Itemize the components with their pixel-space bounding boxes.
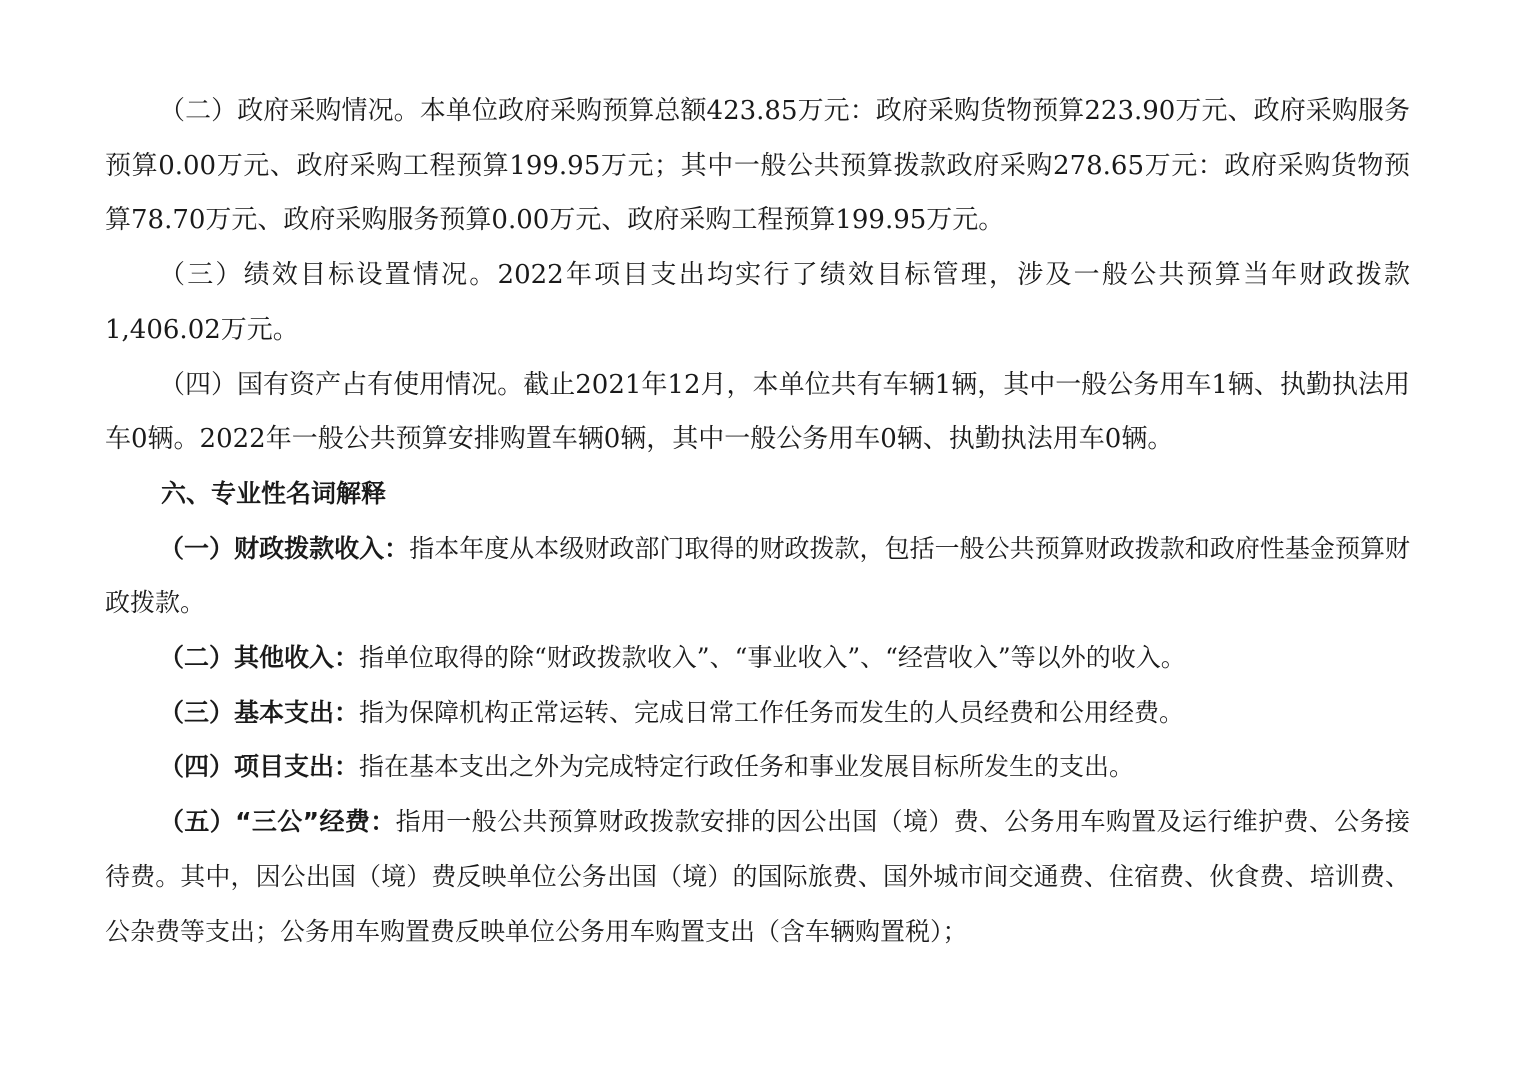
document-body bbox=[105, 84, 1410, 959]
definition-three-public-expenses bbox=[105, 795, 1410, 959]
section-heading-terminology: 六、专业性名词解释 bbox=[161, 478, 387, 508]
paragraph-state-assets: （四）国有资产占有使用情况。截止2021年12月，本单位共有车辆1辆，其中一般公务用车1辆、执勤执法用车0辆。2022年一般公共预算安排购置车辆0辆，其中一般公务用车0辆、执勤执法用车0辆。 bbox=[105, 369, 1410, 455]
definition-text: 指为保障机构正常运转、完成日常工作任务而发生的人员经费和公用经费。 bbox=[359, 697, 1185, 727]
definition-text: 指单位取得的除“财政拨款收入”、“事业收入”、“经营收入”等以外的收入。 bbox=[359, 643, 1186, 673]
definition-text: 指在基本支出之外为完成特定行政任务和事业发展目标所发生的支出。 bbox=[359, 752, 1135, 782]
definition-fiscal-appropriation-income bbox=[105, 522, 1410, 631]
definition-term: （四）项目支出： bbox=[159, 752, 360, 782]
definition-basic-expenditure bbox=[105, 686, 1410, 741]
definition-text: 指本年度从本级财政部门取得的财政拨款，包括一般公共预算财政拨款和政府性基金预算财政拨款。 bbox=[105, 533, 1410, 618]
definition-text: 指用一般公共预算财政拨款安排的因公出国（境）费、公务用车购置及运行维护费、公务接待费。其中，因公出国（境）费反映单位公务出国（境）的国际旅费、国外城市间交通费、住宿费、伙食费、培训费、公杂费等支出；公务用车购置费反映单位公务用车购置支出（含车辆购置税）； bbox=[105, 807, 1410, 946]
definition-term: （一）财政拨款收入： bbox=[159, 533, 410, 563]
definition-project-expenditure bbox=[105, 740, 1410, 795]
paragraph-performance-targets: （三）绩效目标设置情况。2022年项目支出均实行了绩效目标管理，涉及一般公共预算当年财政拨款1,406.02万元。 bbox=[105, 260, 1410, 345]
definition-term: （二）其他收入： bbox=[159, 643, 360, 673]
paragraph-government-procurement: （二）政府采购情况。本单位政府采购预算总额423.85万元：政府采购货物预算223.90万元、政府采购服务预算0.00万元、政府采购工程预算199.95万元；其中一般公共预算拨款政府采购278.65万元：政府采购货物预算78.70万元、政府采购服务预算0.00万元、政府采购工程预算199.95万元。 bbox=[105, 96, 1410, 236]
definition-term: （三）基本支出： bbox=[159, 697, 360, 727]
definition-term: （五）“三公”经费： bbox=[159, 807, 396, 837]
definition-other-income bbox=[105, 631, 1410, 686]
